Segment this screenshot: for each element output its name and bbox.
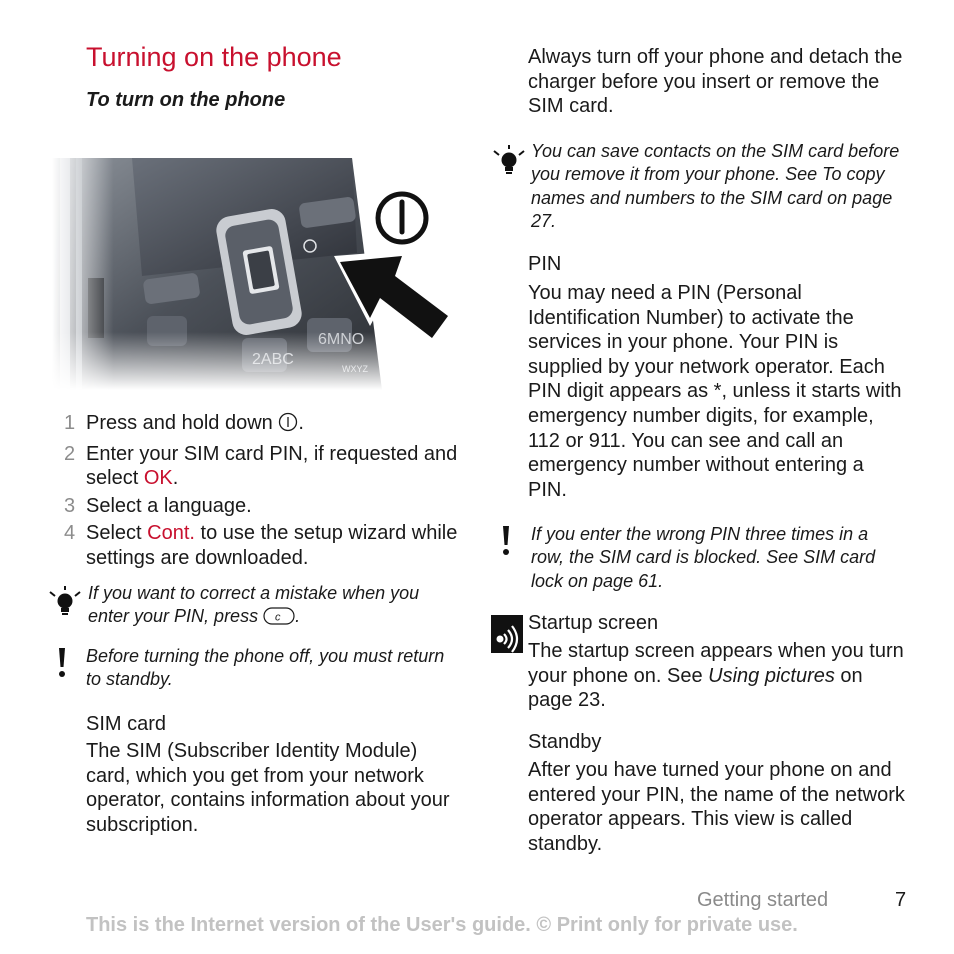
power-key-icon: [278, 412, 298, 439]
step-number: 1: [64, 412, 76, 434]
footer-disclaimer: This is the Internet version of the User's guide. © Print only for private use.: [86, 914, 798, 936]
tip-save-contacts: You can save contacts on the SIM card before you remove it from your phone. See To copy names and numbers to the SIM card on page 27.: [531, 141, 900, 231]
page-number: 7: [895, 889, 907, 911]
step-text: Enter your SIM card PIN, if requested and select: [86, 442, 458, 489]
softkey-ok: OK: [143, 467, 173, 489]
sim-card-heading: SIM card: [86, 713, 167, 735]
page-title: Turning on the phone: [86, 42, 342, 72]
operator-service-icon: [491, 615, 523, 658]
exclamation-icon: [57, 648, 67, 683]
step-text: Press and hold down: [86, 412, 273, 434]
steps-list: [60, 411, 470, 573]
step-number: 3: [64, 494, 76, 517]
step-after: to use the setup wizard while settings are downloaded.: [86, 522, 458, 569]
step-number: 4: [64, 522, 76, 544]
pin-heading: PIN: [528, 253, 562, 275]
lightbulb-icon: [492, 145, 526, 180]
step-item: [60, 521, 470, 570]
standby-heading: Standby: [528, 731, 602, 753]
sim-card-body: The SIM (Subscriber Identity Module) card, which you get from your network operator, contains information about your subscription.: [86, 740, 450, 836]
startup-screen-heading: Startup screen: [528, 612, 659, 634]
svg-text:c: c: [275, 611, 281, 624]
standby-body: After you have turned your phone on and entered your PIN, the name of the network operator appears. This view is called standby.: [528, 759, 905, 855]
warning-wrong-pin: If you enter the wrong PIN three times in a row, the SIM card is blocked. See SIM card lock on page 61.: [531, 524, 876, 591]
footer-section-name: Getting started: [697, 889, 829, 911]
section-subtitle: To turn on the phone: [86, 89, 286, 111]
phone-illustration: [52, 158, 462, 390]
tip-correct-mistake: If you want to correct a mistake when you enter your PIN, press c .: [88, 582, 460, 632]
pin-body: You may need a PIN (Personal Identification Number) to activate the services in your phone. Your PIN is supplied by your network operator. Each PIN digit appears as *, unless it starts with emergency number digits, for example, 112 or 911. You can see and call an emergency number without entering a PIN.: [528, 282, 902, 501]
lightbulb-icon: [48, 586, 82, 621]
step-number: 2: [64, 442, 76, 465]
detach-charger-text: Always turn off your phone and detach the charger before you insert or remove the SIM card.: [528, 46, 903, 118]
step-after: .: [298, 412, 304, 434]
exclamation-icon: [501, 526, 511, 561]
softkey-cont: Cont.: [147, 522, 195, 544]
step-text: Select a language.: [86, 494, 252, 517]
step-item: [60, 411, 470, 439]
step-after: .: [172, 467, 179, 489]
using-pictures-reference: Using pictures: [708, 664, 835, 687]
c-key-icon: [263, 607, 295, 631]
startup-screen-body: The startup screen appears when you turn your phone on. See Using pictures on page 23.: [528, 640, 904, 712]
step-item: [60, 494, 470, 519]
step-text: Select: [86, 522, 148, 544]
warning-standby: Before turning the phone off, you must return to standby.: [86, 646, 445, 690]
step-item: [60, 442, 470, 491]
